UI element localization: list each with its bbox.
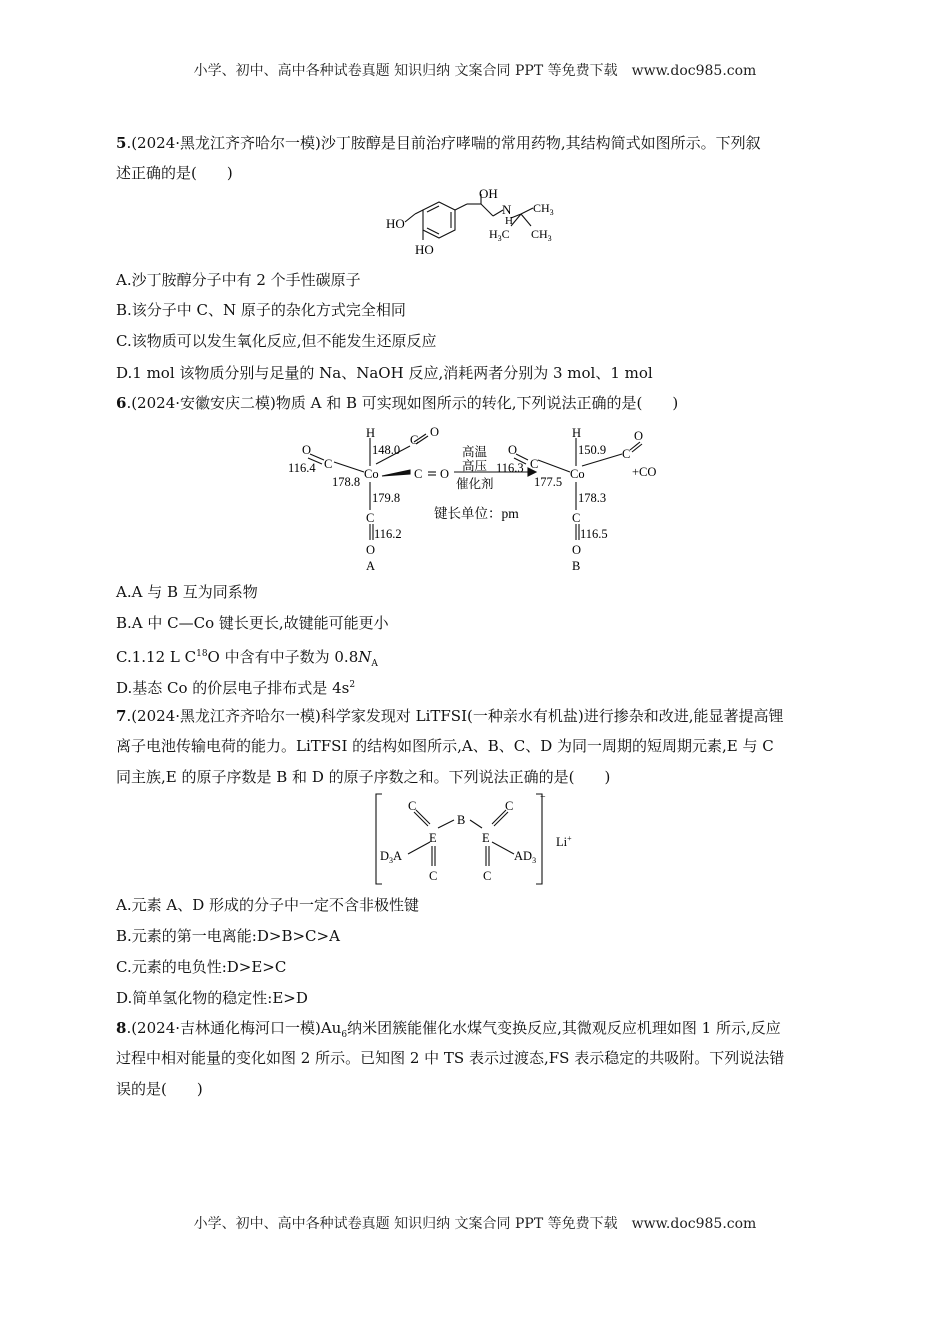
q7-option-c: C.元素的电负性:D>E>C	[116, 958, 287, 976]
a-h: H	[366, 426, 376, 440]
b-c-left: C	[530, 457, 539, 471]
q7-d3a: $D_3A$	[380, 849, 403, 865]
q7-charge-minus: −	[540, 792, 546, 803]
q5-option-a: A.沙丁胺醇分子中有 2 个手性碳原子	[116, 271, 361, 289]
footer-url[interactable]: www.doc985.com	[631, 1216, 757, 1232]
b-length-116-5: 116.5	[580, 527, 608, 541]
b-o-bottom: O	[572, 543, 582, 557]
a-length-148: 148.0	[372, 443, 401, 457]
q5-nh-h: H	[505, 215, 513, 227]
q8-stem-line3: 误的是( )	[116, 1080, 203, 1098]
header-text: 小学、初中、高中各种试卷真题 知识归纳 文案合同 PPT 等免费下载	[193, 63, 618, 79]
q7-e-right: E	[482, 831, 490, 845]
q5-h3c: $H_3C$	[489, 227, 510, 243]
b-length-116-3: 116.3	[496, 461, 524, 475]
q6-option-b: B.A 中 C—Co 键长更长,故键能可能更小	[116, 614, 389, 632]
q5-option-b: B.该分子中 C、N 原子的杂化方式完全相同	[116, 301, 406, 319]
q5-structure-figure	[385, 188, 565, 272]
b-c-bottom: C	[572, 511, 581, 525]
q6-option-c: C.1.12 L $C^{18}O$ 中含有中子数为 $0.8N_A$	[116, 648, 378, 669]
a-length-116-4: 116.4	[288, 461, 316, 475]
page-header	[0, 60, 950, 80]
a-o-wedge: O	[440, 467, 450, 481]
q7-stem-text1: .(2024·黑龙江齐齐哈尔一模)科学家发现对 LiTFSI(一种亲水有机盐)进行掺杂和改进,能显著提高锂	[126, 707, 784, 725]
b-o-upper: O	[634, 429, 644, 443]
a-o-upper: O	[430, 425, 440, 439]
right-bracket	[536, 794, 542, 884]
q6-number: 6	[116, 394, 127, 412]
q6-option-d: D.基态 Co 的价层电子排布式是 $4s^2$	[116, 679, 356, 697]
q7-ad3: $AD_3$	[514, 849, 537, 865]
b-cobalt: Co	[570, 467, 585, 481]
q6-stem-text: .(2024·安徽安庆二模)物质 A 和 B 可实现如图所示的转化,下列说法正确的是( )	[126, 394, 679, 412]
q7-b: B	[457, 813, 466, 827]
q7-c-bottom-left: C	[429, 869, 438, 883]
header-url[interactable]: www.doc985.com	[631, 63, 757, 79]
q5-option-c: C.该物质可以发生氧化反应,但不能发生还原反应	[116, 332, 437, 350]
benzene-ring	[423, 202, 455, 238]
b-o-left: O	[508, 443, 518, 457]
a-wedge-bond	[382, 470, 410, 476]
q7-e-left: E	[429, 831, 437, 845]
q5-ch3-top: $CH_3$	[533, 201, 554, 217]
q7-stem-line2: 离子电池传输电荷的能力。LiTFSI 的结构如图所示,A、B、C、D 为同一周期的短周期元素,E 与 C	[116, 737, 774, 755]
b-length-150-9: 150.9	[578, 443, 607, 457]
q7-option-a: A.元素 A、D 形成的分子中一定不含非极性键	[116, 896, 419, 914]
q7-number: 7	[116, 707, 127, 725]
a-c-bottom: C	[366, 511, 375, 525]
co-product: +CO	[632, 465, 657, 479]
q5-ho-bottom: HO	[415, 242, 434, 257]
q7-option-b: B.元素的第一电离能:D>B>C>A	[116, 927, 340, 945]
b-length-177-5: 177.5	[534, 475, 563, 489]
a-c-co-left	[334, 462, 364, 472]
q7-lithium: Li+	[556, 834, 572, 849]
a-length-116-2: 116.2	[374, 527, 402, 541]
a-c-upper: C	[410, 433, 419, 447]
condition-heat: 高温	[462, 445, 488, 459]
q5-option-d: D.1 mol 该物质分别与足量的 Na、NaOH 反应,消耗两者分别为 3 mol、1 mol	[116, 364, 653, 382]
q8-number: 8	[116, 1019, 127, 1037]
q8-stem-line2: 过程中相对能量的变化如图 2 所示。已知图 2 中 TS 表示过渡态,FS 表示稳定的共吸附。下列说法错	[116, 1049, 785, 1067]
q7-stem-line3: 同主族,E 的原子序数是 B 和 D 的原子序数之和。下列说法正确的是( )	[116, 768, 611, 786]
a-length-178-8: 178.8	[332, 475, 361, 489]
q5-oh-top: OH	[479, 188, 498, 201]
a-o-bottom: O	[366, 543, 376, 557]
q5-stem-line1	[116, 133, 761, 153]
a-c-wedge: C	[414, 467, 423, 481]
q5-number: 5	[116, 134, 127, 152]
q6-reaction-figure	[286, 420, 676, 575]
b-c-upper: C	[622, 447, 631, 461]
page-footer	[0, 1213, 950, 1233]
label-a: A	[366, 559, 376, 573]
q5-stem-line2: 述正确的是( )	[116, 164, 233, 182]
q7-stem-line1	[116, 706, 783, 726]
q7-c-top-right: C	[505, 799, 514, 813]
q7-c-top-left: C	[408, 799, 417, 813]
b-h: H	[572, 426, 582, 440]
b-length-178-3: 178.3	[578, 491, 607, 505]
q5-nitrogen: N	[502, 202, 512, 217]
left-bracket	[376, 794, 382, 884]
q5-ho-left: HO	[386, 216, 405, 231]
condition-catalyst: 催化剂	[456, 477, 494, 491]
q7-option-d: D.简单氢化物的稳定性:E>D	[116, 989, 308, 1007]
condition-pressure: 高压	[462, 459, 488, 473]
bond-length-unit: 键长单位：pm	[434, 506, 519, 521]
q6-stem-line1	[116, 393, 678, 413]
q7-litfsi-structure	[372, 792, 582, 888]
a-cobalt: Co	[364, 467, 379, 481]
q7-c-bottom-right: C	[483, 869, 492, 883]
a-o-left: O	[302, 443, 312, 457]
q6-option-a: A.A 与 B 互为同系物	[116, 583, 258, 601]
a-c-left: C	[324, 457, 333, 471]
label-b: B	[572, 559, 581, 573]
q8-stem-line1: 8.(2024·吉林通化梅河口一模)$Au_6$纳米团簇能催化水煤气变换反应,其微观反应机理如图 1 所示,反应	[116, 1019, 781, 1040]
q5-stem-text1: .(2024·黑龙江齐齐哈尔一模)沙丁胺醇是目前治疗哮喘的常用药物,其结构简式如图所示。下列叙	[126, 134, 761, 152]
q5-ch3-right: $CH_3$	[531, 227, 552, 243]
a-length-179-8: 179.8	[372, 491, 401, 505]
footer-text: 小学、初中、高中各种试卷真题 知识归纳 文案合同 PPT 等免费下载	[193, 1216, 618, 1232]
